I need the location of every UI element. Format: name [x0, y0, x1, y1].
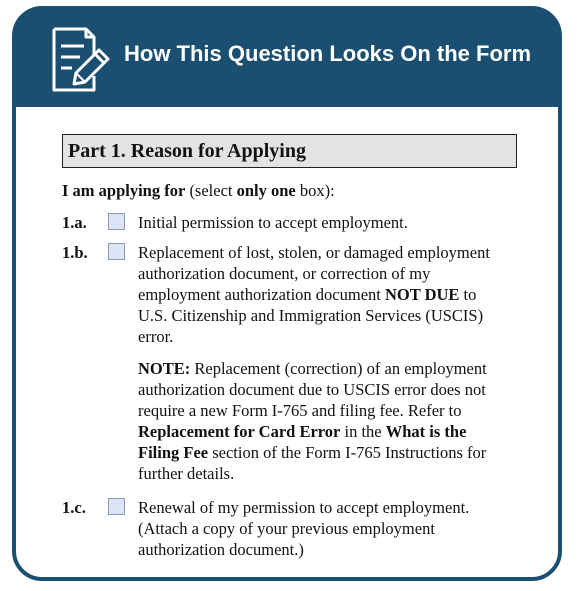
instruction-post: box): [295, 181, 335, 200]
note-line4 [138, 421, 466, 442]
checkbox-1a[interactable] [108, 213, 125, 230]
note-line5 [138, 442, 486, 463]
note-line2: authorization document due to USCIS error does not [138, 380, 486, 399]
note-line1-text: Replacement (correction) of an employment [190, 359, 487, 378]
note-line4-bold2: What is the [385, 422, 467, 441]
form-question-card [12, 6, 562, 581]
note-line3: require a new Form I-765 and filing fee. Refer to [138, 401, 462, 420]
option-text-1b-line3-pre: employment authorization document [138, 285, 385, 304]
option-text-1a: Initial permission to accept employment. [138, 213, 408, 232]
note-line1 [138, 358, 487, 379]
option-text-1b-line4: U.S. Citizenship and Immigration Services (USCIS) [138, 306, 484, 325]
option-text-1b-line3-post: to [459, 285, 477, 304]
header-title: How This Question Looks On the Form [124, 41, 532, 66]
instruction-pre: (select [185, 181, 237, 200]
option-text-1c-line2: (Attach a copy of your previous employment [138, 519, 435, 538]
option-text-1b-line3-bold: NOT DUE [384, 285, 460, 304]
note-label: NOTE: [138, 359, 191, 378]
option-text-1b-line1: Replacement of lost, stolen, or damaged employment [138, 243, 490, 262]
note-line5-post: section of the Form I-765 Instructions for [208, 443, 487, 462]
option-text-1b-line5: error. [138, 327, 174, 346]
instruction-line [62, 180, 335, 201]
instruction-bold: I am applying for [62, 181, 186, 200]
part-heading-box [62, 134, 517, 168]
option-text-1c-line3: authorization document.) [138, 540, 304, 559]
option-text-1b-line3 [138, 284, 476, 305]
note-line6: further details. [138, 464, 235, 483]
form-edit-icon [46, 26, 110, 94]
instruction-bold2: only one [236, 181, 296, 200]
note-line5-bold: Filing Fee [138, 443, 209, 462]
checkbox-1c[interactable] [108, 498, 125, 515]
option-number-1c: 1.c. [62, 498, 86, 517]
note-line4-mid: in the [340, 422, 386, 441]
checkbox-1b[interactable] [108, 243, 125, 260]
option-number-1b: 1.b. [62, 243, 88, 262]
option-text-1b-line2: authorization document, or correction of my [138, 264, 431, 283]
option-text-1c-line1: Renewal of my permission to accept employment. [138, 498, 470, 517]
part-title: Part 1. Reason for Applying [68, 140, 306, 162]
note-line4-bold: Replacement for Card Error [138, 422, 341, 441]
option-number-1a: 1.a. [62, 213, 87, 232]
card-header [16, 10, 558, 107]
